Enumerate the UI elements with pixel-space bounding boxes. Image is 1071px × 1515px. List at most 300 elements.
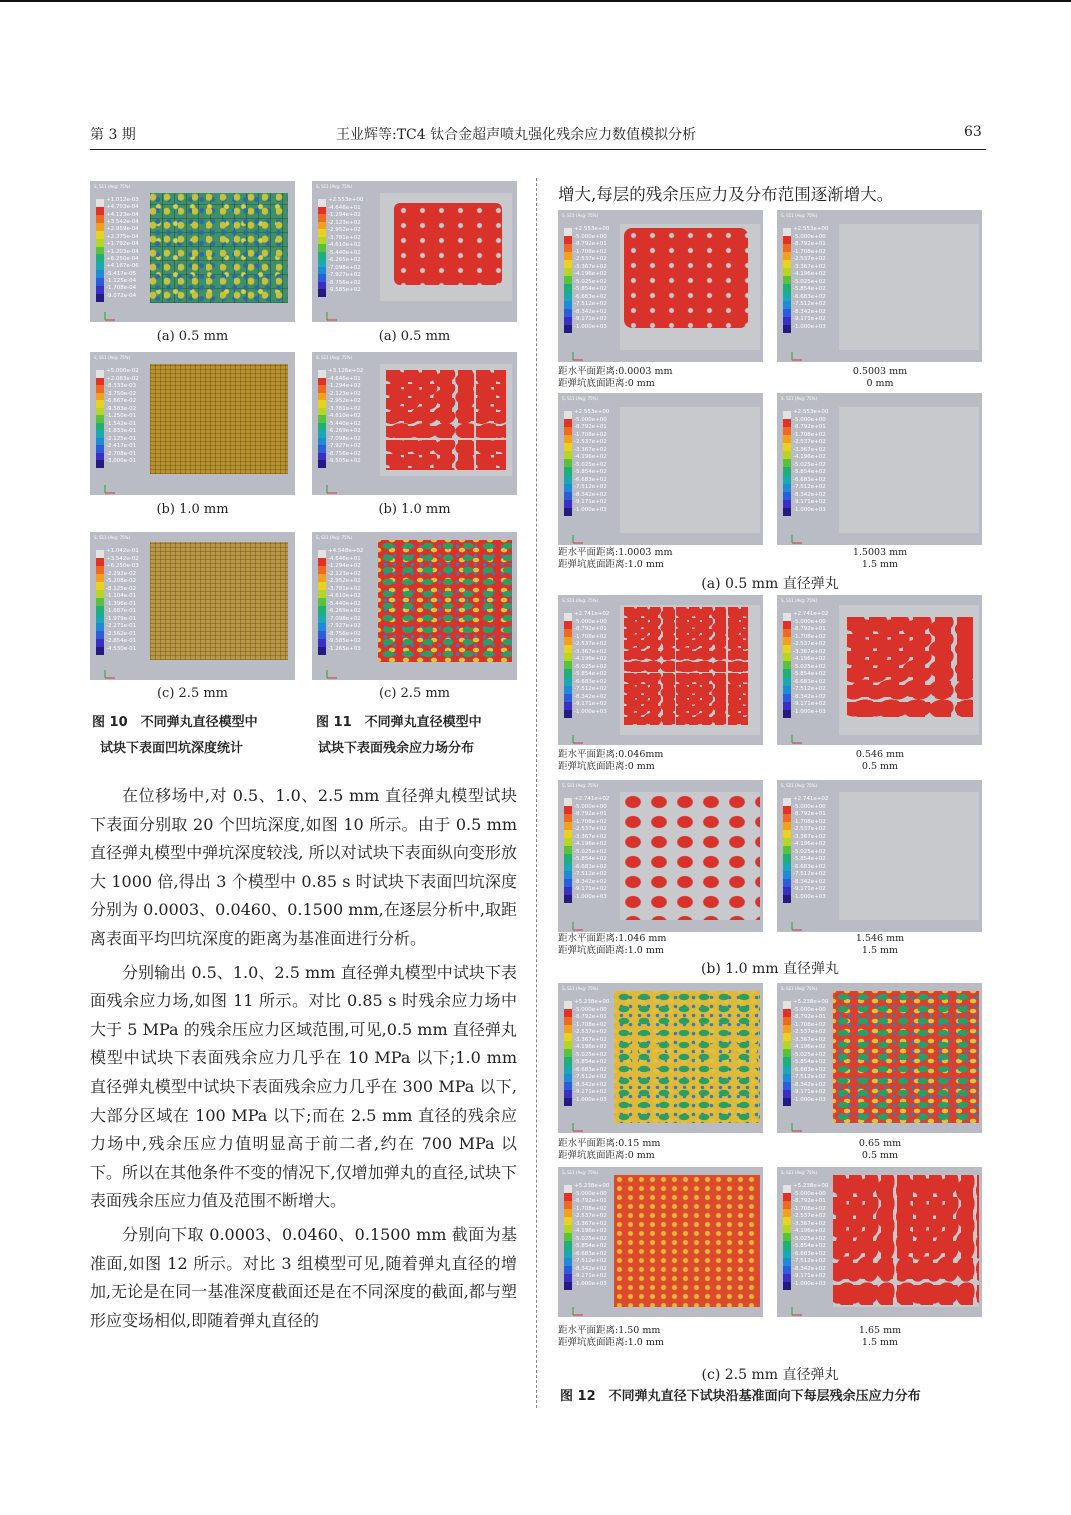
legend-value: -5.854e+02 — [793, 1243, 826, 1249]
legend-swatch — [318, 647, 326, 655]
legend-value: -9.171e+02 — [574, 701, 607, 707]
legend-value: -8.792e+01 — [574, 424, 607, 430]
color-legend — [564, 613, 572, 718]
distance-crater: 1.5 mm — [861, 1337, 899, 1348]
legend-swatch — [783, 686, 791, 694]
legend-value: -1.708e+02 — [574, 248, 607, 255]
legend-swatch — [318, 415, 326, 423]
distance-horizontal: 距水平面距离:0.046mm — [558, 749, 664, 760]
legend-swatch — [318, 289, 326, 297]
axis-triad-icon — [326, 479, 338, 489]
legend-swatch — [96, 286, 104, 294]
legend-value: -4.610e+02 — [328, 242, 361, 248]
legend-swatch — [783, 508, 791, 516]
legend-value: +3.126e+02 — [328, 368, 364, 374]
legend-swatch — [564, 1001, 572, 1009]
contour-plot — [620, 792, 760, 920]
axis-triad-icon — [791, 1301, 803, 1311]
legend-value: -9.171e+02 — [793, 1089, 826, 1095]
axis-triad-icon — [326, 306, 338, 316]
legend-value: -2.537e+02 — [574, 439, 607, 445]
legend-value: -9.171e+02 — [793, 701, 826, 707]
legend-value: -8.342e+02 — [793, 1081, 826, 1088]
legend-swatch — [564, 1066, 572, 1074]
legend-title: S, S11 (Avg: 75%) — [781, 213, 818, 218]
distance-crater: 1.5 mm — [861, 945, 899, 956]
legend-value: -1.708e+02 — [793, 431, 826, 438]
legend-swatch — [783, 1090, 791, 1098]
distance-crater: 0.5 mm — [861, 761, 899, 772]
legend-value: -4.196e+02 — [574, 1228, 607, 1234]
legend-value: -2.123e+02 — [328, 570, 361, 577]
legend-value: -1.294e+02 — [328, 212, 361, 218]
legend-value: -7.512e+02 — [574, 484, 607, 490]
legend-swatch — [96, 385, 104, 393]
legend-value: -4.196e+02 — [574, 271, 607, 277]
legend-value: -2.537e+02 — [574, 256, 607, 262]
legend-swatch — [783, 419, 791, 427]
legend-swatch — [96, 623, 104, 631]
legend-value: -2.125e-01 — [106, 435, 137, 442]
stress-region — [394, 203, 502, 285]
stress-region — [624, 607, 748, 725]
legend-value: -6.683e+02 — [793, 1250, 826, 1257]
color-legend — [318, 199, 326, 297]
legend-swatch — [318, 460, 326, 468]
legend-value: -3.367e+02 — [793, 446, 826, 453]
legend-value: -2.537e+02 — [793, 439, 826, 445]
legend-swatch — [318, 639, 326, 647]
legend-values — [793, 999, 828, 1104]
legend-value: -4.530e-01 — [106, 645, 137, 652]
legend-value: -3.000e-01 — [106, 458, 137, 464]
legend-swatch — [96, 207, 104, 215]
legend-value: -3.367e+02 — [574, 833, 607, 840]
legend-swatch — [783, 252, 791, 260]
legend-value: -6.667e-02 — [106, 398, 137, 404]
contour-plot — [150, 542, 288, 660]
legend-value: -5.440e+02 — [328, 420, 361, 427]
legend-title: S, S11 (Avg: 75%) — [562, 783, 599, 788]
legend-swatch — [96, 566, 104, 574]
fig12-b-caption: (b) 1.0 mm 直径弹丸 — [700, 961, 840, 977]
legend-swatch — [318, 550, 326, 558]
legend-swatch — [318, 574, 326, 582]
legend-value: +2.741e+02 — [574, 796, 610, 802]
legend-swatch — [564, 443, 572, 451]
axis-triad-icon — [791, 729, 803, 739]
legend-value: -9.171e+02 — [793, 886, 826, 892]
legend-swatch — [564, 846, 572, 854]
legend-value: -8.756e+02 — [328, 450, 361, 457]
legend-value: +4.167e-06 — [106, 263, 139, 270]
legend-value: -5.000e+00 — [574, 803, 607, 810]
legend-value: -6.269e+02 — [328, 608, 361, 614]
legend-swatch — [783, 1041, 791, 1049]
legend-swatch — [783, 806, 791, 814]
distance-crater: 距弹坑底面距离:1.0 mm — [558, 1337, 664, 1348]
legend-value: -4.196e+02 — [574, 841, 607, 847]
contour-plot — [839, 407, 979, 533]
legend-value: -6.683e+02 — [574, 293, 607, 300]
contour-plot — [150, 364, 288, 474]
fig12-b-4-image — [777, 780, 982, 932]
legend-swatch — [564, 710, 572, 718]
legend-swatch — [564, 459, 572, 467]
fig12-a-2-distance — [820, 366, 940, 390]
legend-swatch — [564, 879, 572, 887]
legend-swatch — [564, 1049, 572, 1057]
legend-value: -1.708e+02 — [793, 1021, 826, 1028]
fig12-b-1-image — [558, 595, 763, 745]
fig10-b-image — [90, 352, 295, 495]
legend-value: -7.512e+02 — [793, 301, 826, 307]
legend-swatch — [318, 445, 326, 453]
legend-swatch — [564, 830, 572, 838]
legend-value: -2.537e+02 — [793, 1213, 826, 1219]
legend-value: -2.537e+02 — [574, 1029, 607, 1035]
legend-value: -8.333e-03 — [106, 383, 137, 389]
legend-value: -8.792e+01 — [574, 1198, 607, 1204]
legend-value: -6.683e+02 — [793, 863, 826, 870]
legend-value: -3.367e+02 — [574, 1220, 607, 1227]
legend-value: -1.708e+02 — [574, 818, 607, 825]
legend-swatch — [318, 400, 326, 408]
legend-values — [574, 796, 609, 901]
legend-swatch — [96, 423, 104, 431]
legend-value: -7.512e+02 — [793, 484, 826, 490]
legend-value: -2.123e+02 — [328, 390, 361, 397]
legend-value: -1.833e-01 — [106, 428, 137, 434]
color-legend — [96, 370, 104, 468]
legend-swatch — [318, 378, 326, 386]
legend-swatch — [564, 854, 572, 862]
legend-swatch — [564, 1082, 572, 1090]
legend-value: -5.208e-02 — [106, 578, 137, 584]
legend-swatch — [783, 293, 791, 301]
legend-value: -8.756e+02 — [328, 630, 361, 637]
legend-swatch — [318, 229, 326, 237]
legend-swatch — [783, 244, 791, 252]
legend-swatch — [564, 1041, 572, 1049]
distance-horizontal: 距水平面距离:0.0003 mm — [558, 366, 673, 377]
legend-swatch — [564, 1258, 572, 1266]
legend-swatch — [318, 393, 326, 401]
legend-value: -2.952e+02 — [328, 398, 361, 404]
axis-triad-icon — [572, 1301, 584, 1311]
legend-value: -5.417e-05 — [106, 270, 137, 277]
legend-value: -6.683e+02 — [574, 476, 607, 483]
legend-swatch — [96, 254, 104, 262]
legend-swatch — [783, 854, 791, 862]
legend-swatch — [96, 460, 104, 468]
legend-swatch — [318, 237, 326, 245]
stress-region — [624, 228, 748, 328]
legend-value: -5.025e+02 — [793, 1051, 826, 1058]
legend-swatch — [564, 895, 572, 903]
legend-value: -1.708e+02 — [793, 633, 826, 640]
distance-crater: 0.5 mm — [861, 1150, 899, 1161]
legend-swatch — [564, 451, 572, 459]
legend-value: -1.708e+02 — [574, 1205, 607, 1212]
legend-value: -8.342e+02 — [574, 1265, 607, 1272]
legend-values — [793, 409, 828, 514]
legend-value: +2.553e+00 — [793, 226, 829, 232]
legend-values — [328, 548, 363, 653]
legend-value: -5.025e+02 — [574, 278, 607, 285]
legend-swatch — [564, 686, 572, 694]
legend-value: -5.025e+02 — [793, 461, 826, 468]
legend-swatch — [783, 1025, 791, 1033]
legend-swatch — [564, 669, 572, 677]
legend-swatch — [564, 309, 572, 317]
legend-value: +5.238e+00 — [793, 999, 829, 1005]
distance-horizontal: 距水平面距离:0.15 mm — [558, 1138, 661, 1149]
legend-swatch — [318, 207, 326, 215]
legend-swatch — [564, 863, 572, 871]
legend-swatch — [783, 427, 791, 435]
color-legend — [783, 411, 791, 516]
legend-value: -5.854e+02 — [574, 671, 607, 677]
legend-value: -6.683e+02 — [574, 678, 607, 685]
stress-region — [386, 370, 506, 470]
legend-value: -8.342e+02 — [574, 308, 607, 315]
legend-swatch — [96, 550, 104, 558]
legend-swatch — [564, 1217, 572, 1225]
legend-title: S, S11 (Avg: 75%) — [562, 1170, 599, 1175]
legend-value: -6.683e+02 — [574, 1066, 607, 1073]
issue-number: 第 3 期 — [90, 127, 136, 143]
legend-swatch — [564, 678, 572, 686]
legend-swatch — [783, 435, 791, 443]
legend-value: -7.512e+02 — [574, 1258, 607, 1264]
fig11-b-caption: (b) 1.0 mm — [378, 502, 451, 517]
legend-value: -6.683e+02 — [793, 293, 826, 300]
legend-swatch — [783, 301, 791, 309]
legend-value: -9.171e+02 — [574, 316, 607, 322]
legend-swatch — [564, 476, 572, 484]
legend-swatch — [564, 1241, 572, 1249]
legend-value: -8.342e+02 — [574, 693, 607, 700]
legend-value: -2.417e-01 — [106, 443, 137, 449]
legend-value: -8.792e+01 — [793, 811, 826, 817]
legend-value: -1.396e-01 — [106, 600, 137, 607]
legend-swatch — [96, 294, 104, 302]
fig12-c-caption: (c) 2.5 mm 直径弹丸 — [701, 1367, 839, 1383]
legend-swatch — [564, 228, 572, 236]
color-legend — [564, 228, 572, 333]
contour-plot — [839, 224, 979, 350]
legend-value: -4.196e+02 — [793, 841, 826, 847]
distance-horizontal: 距水平面距离:1.046 mm — [558, 933, 667, 944]
legend-value: -8.342e+02 — [793, 693, 826, 700]
fig12-a-4-distance — [820, 547, 940, 571]
color-legend — [783, 613, 791, 718]
legend-swatch — [783, 1193, 791, 1201]
legend-value: -1.000e+03 — [574, 323, 607, 330]
legend-value: -7.512e+02 — [574, 1074, 607, 1080]
legend-swatch — [318, 582, 326, 590]
legend-value: -1.708e+02 — [793, 1205, 826, 1212]
distance-crater: 距弹坑底面距离:0 mm — [558, 1150, 655, 1161]
legend-swatch — [564, 1057, 572, 1065]
legend-swatch — [783, 1225, 791, 1233]
fig12-b-3-distance — [558, 933, 666, 957]
legend-title: S, S11 (Avg: 75%) — [781, 396, 818, 401]
legend-title: S, S11 (Avg: 75%) — [94, 535, 131, 540]
legend-swatch — [783, 838, 791, 846]
legend-title: S, S11 (Avg: 75%) — [562, 986, 599, 991]
legend-values — [106, 548, 139, 653]
axis-triad-icon — [791, 529, 803, 539]
legend-value: -4.646e+01 — [328, 204, 361, 211]
distance-crater: 1.5 mm — [861, 559, 899, 570]
legend-swatch — [783, 260, 791, 268]
legend-value: -4.196e+02 — [793, 271, 826, 277]
legend-swatch — [783, 863, 791, 871]
color-legend — [783, 1185, 791, 1290]
legend-value: -9.072e-04 — [106, 292, 137, 299]
legend-value: -2.537e+02 — [793, 641, 826, 647]
distance-horizontal: 距水平面距离:1.0003 mm — [558, 547, 673, 558]
legend-swatch — [318, 615, 326, 623]
legend-swatch — [783, 1074, 791, 1082]
legend-swatch — [564, 508, 572, 516]
legend-value: -5.854e+02 — [574, 1243, 607, 1249]
legend-swatch — [96, 400, 104, 408]
legend-value: -9.171e+02 — [793, 1273, 826, 1279]
distance-crater: 距弹坑底面距离:0 mm — [558, 761, 655, 772]
paragraph-1: 在位移场中,对 0.5、1.0、2.5 mm 直径弹丸模型试块下表面分别取 20 个凹坑深度,如图 10 所示。由于 0.5 mm 直径弹丸模型中弹坑深度较浅, 所以对试块下表面纵向变形放大 1000 倍,得出 3 个模型中 0.85 s 时试块下表面凹坑深度分别为 0.0003、0.0460、0.1500 mm,在逐层分析中,取距离表面平均凹坑深度的距离为基准面进行分析。 — [90, 786, 517, 948]
page-number: 63 — [964, 124, 982, 140]
legend-swatch — [783, 645, 791, 653]
legend-value: +1.203e-04 — [106, 248, 139, 255]
fig12-b-1-distance — [558, 749, 663, 773]
legend-swatch — [783, 1017, 791, 1025]
legend-title: S, S11 (Avg: 75%) — [781, 1170, 818, 1175]
legend-swatch — [783, 325, 791, 333]
legend-swatch — [564, 293, 572, 301]
legend-value: -1.250e-01 — [106, 413, 137, 419]
legend-value: -8.342e+02 — [793, 1265, 826, 1272]
legend-swatch — [783, 879, 791, 887]
distance-crater: 距弹坑底面距离:1.0 mm — [558, 945, 664, 956]
fig12-b-4-distance — [820, 933, 940, 957]
legend-swatch — [96, 631, 104, 639]
legend-swatch — [783, 411, 791, 419]
legend-swatch — [96, 215, 104, 223]
legend-value: -3.367e+02 — [574, 648, 607, 655]
legend-value: -5.000e+00 — [574, 1006, 607, 1013]
header-rule — [90, 149, 986, 150]
legend-value: +1.012e-03 — [106, 197, 139, 203]
legend-swatch — [783, 846, 791, 854]
legend-swatch — [564, 411, 572, 419]
legend-title: S, S11 (Avg: 75%) — [316, 535, 353, 540]
fig12-a-1-image — [558, 210, 763, 362]
legend-value: -1.000e+03 — [793, 893, 826, 900]
legend-swatch — [318, 598, 326, 606]
legend-swatch — [318, 282, 326, 290]
fig10-a-image — [90, 181, 295, 322]
legend-value: -5.025e+02 — [574, 461, 607, 468]
legend-value: -5.000e+00 — [793, 416, 826, 423]
legend-swatch — [318, 423, 326, 431]
color-legend — [318, 550, 326, 655]
legend-swatch — [564, 427, 572, 435]
axis-triad-icon — [572, 916, 584, 926]
contour-plot — [378, 540, 512, 662]
legend-swatch — [318, 453, 326, 461]
legend-swatch — [783, 1049, 791, 1057]
legend-value: -1.708e+02 — [574, 633, 607, 640]
legend-value: -3.750e-02 — [106, 390, 137, 397]
legend-swatch — [564, 1009, 572, 1017]
legend-values — [574, 999, 609, 1104]
fig11-caption-1: 图 11 不同弹丸直径模型中 — [316, 715, 482, 730]
legend-swatch — [564, 645, 572, 653]
legend-swatch — [783, 653, 791, 661]
distance-horizontal: 0.5003 mm — [852, 366, 908, 377]
fig12-a-2-image — [777, 210, 982, 362]
legend-swatch — [783, 830, 791, 838]
legend-value: -5.000e+00 — [574, 233, 607, 240]
legend-value: -8.792e+01 — [574, 811, 607, 817]
legend-value: -5.854e+02 — [793, 856, 826, 862]
legend-value: -1.294e+02 — [328, 383, 361, 389]
fig11-caption-2: 试块下表面残余应力场分布 — [318, 741, 475, 756]
legend-swatch — [564, 629, 572, 637]
legend-value: -5.000e+00 — [574, 618, 607, 625]
legend-value: +2.553e+00 — [574, 226, 610, 232]
legend-value: -4.610e+02 — [328, 413, 361, 419]
legend-swatch — [783, 669, 791, 677]
legend-swatch — [564, 1250, 572, 1258]
legend-value: -8.125e-02 — [106, 585, 137, 592]
legend-value: -9.583e-02 — [106, 405, 137, 412]
legend-swatch — [564, 1282, 572, 1290]
legend-value: -7.512e+02 — [793, 686, 826, 692]
legend-swatch — [564, 1193, 572, 1201]
legend-swatch — [783, 236, 791, 244]
legend-swatch — [783, 1250, 791, 1258]
legend-swatch — [783, 798, 791, 806]
legend-swatch — [783, 284, 791, 292]
legend-swatch — [564, 694, 572, 702]
column-divider — [536, 178, 537, 1408]
legend-swatch — [564, 467, 572, 475]
legend-swatch — [564, 1074, 572, 1082]
legend-swatch — [564, 653, 572, 661]
legend-value: -5.854e+02 — [793, 469, 826, 475]
legend-swatch — [564, 244, 572, 252]
legend-value: -4.610e+02 — [328, 593, 361, 599]
legend-swatch — [783, 613, 791, 621]
legend-swatch — [564, 838, 572, 846]
legend-value: -5.025e+02 — [574, 848, 607, 855]
fig12-c-3-distance — [558, 1325, 664, 1349]
legend-value: -1.125e-04 — [106, 277, 137, 284]
legend-swatch — [96, 247, 104, 255]
fig12-c-3-image — [558, 1167, 763, 1317]
color-legend — [96, 199, 104, 302]
legend-swatch — [783, 710, 791, 718]
legend-swatch — [96, 262, 104, 270]
legend-value: -1.000e+03 — [574, 506, 607, 513]
legend-swatch — [783, 871, 791, 879]
legend-swatch — [564, 661, 572, 669]
legend-value: +2.553e+00 — [793, 409, 829, 415]
